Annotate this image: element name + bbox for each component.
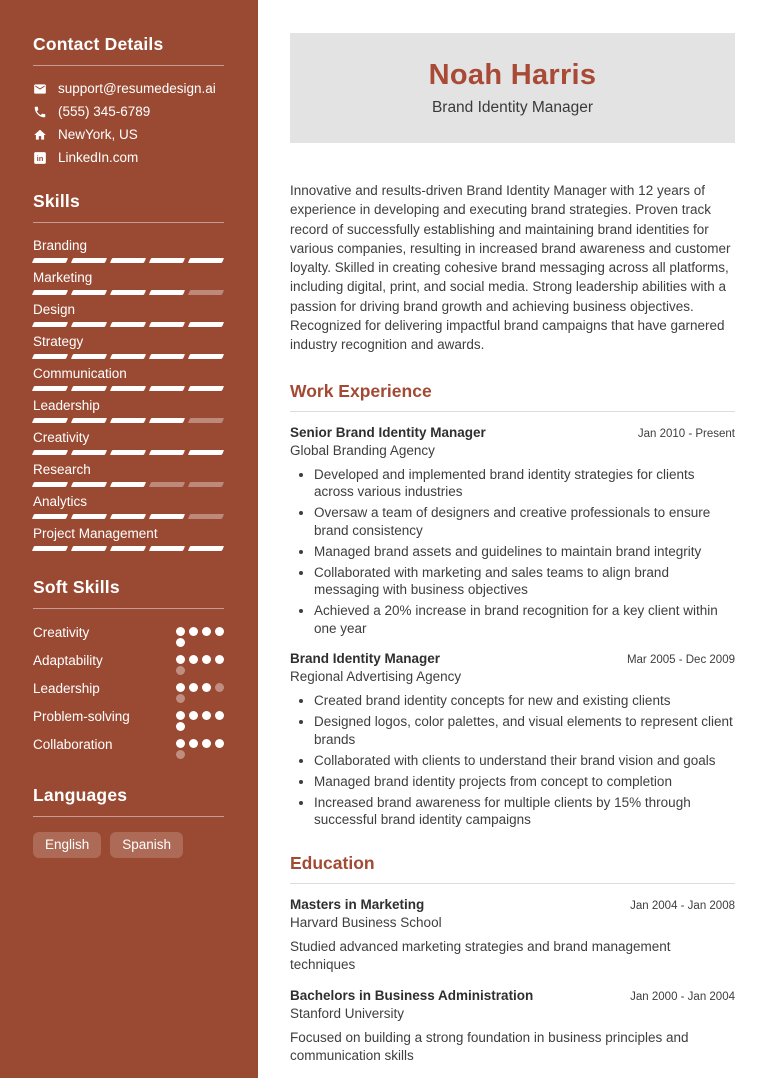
soft-skills-section bbox=[33, 577, 224, 759]
soft-skill-dots bbox=[176, 711, 224, 731]
skill-bar bbox=[33, 482, 223, 487]
job-entry bbox=[290, 425, 735, 638]
skill-item bbox=[33, 302, 224, 327]
skill-label: Strategy bbox=[33, 334, 84, 349]
soft-skill-item bbox=[33, 624, 224, 647]
languages-section-title: Languages bbox=[33, 785, 224, 817]
job-dates: Jan 2010 - Present bbox=[637, 427, 735, 440]
skill-bar-segment bbox=[32, 386, 68, 391]
skill-bar-segment bbox=[149, 290, 185, 295]
skill-bar-segment bbox=[188, 258, 224, 263]
skill-label: Research bbox=[33, 462, 91, 477]
skill-label: Leadership bbox=[33, 398, 100, 413]
language-chip: Spanish bbox=[110, 832, 183, 858]
contact-item bbox=[33, 127, 224, 142]
soft-skill-dot bbox=[202, 627, 211, 636]
soft-skill-dot bbox=[176, 638, 185, 647]
job-entry-head bbox=[290, 425, 735, 440]
job-bullet: • Designed logos, color palettes, and visual elements to represent client brands bbox=[314, 713, 735, 748]
skill-bar bbox=[33, 258, 223, 263]
soft-skills-list bbox=[33, 624, 224, 759]
soft-skill-dot bbox=[189, 711, 198, 720]
job-bullet: • Managed brand identity projects from concept to completion bbox=[314, 773, 735, 791]
skill-bar-segment bbox=[71, 514, 107, 519]
skill-bar-segment bbox=[71, 386, 107, 391]
soft-skill-dot bbox=[215, 739, 224, 748]
soft-skill-item bbox=[33, 680, 224, 703]
education-entry bbox=[290, 988, 735, 1065]
soft-skill-dot bbox=[215, 683, 224, 692]
education-section bbox=[290, 853, 735, 1065]
job-bullet: • Oversaw a team of designers and creative professionals to ensure brand consistency bbox=[314, 504, 735, 539]
skill-item bbox=[33, 366, 224, 391]
soft-skill-label: Collaboration bbox=[33, 737, 113, 752]
skill-bar-segment bbox=[110, 482, 146, 487]
home-icon bbox=[33, 128, 47, 142]
skill-bar-segment bbox=[188, 290, 224, 295]
skill-bar-segment bbox=[110, 546, 146, 551]
linkedin-icon bbox=[33, 151, 47, 165]
skill-bar-segment bbox=[149, 386, 185, 391]
skill-bar-segment bbox=[149, 322, 185, 327]
soft-skill-dot bbox=[176, 666, 185, 675]
skill-bar-segment bbox=[188, 514, 224, 519]
education-school: Stanford University bbox=[290, 1005, 405, 1021]
skill-bar-segment bbox=[110, 514, 146, 519]
job-role: Senior Brand Identity Manager bbox=[290, 424, 486, 440]
education-school: Harvard Business School bbox=[290, 914, 442, 930]
education-entry-head bbox=[290, 897, 735, 912]
job-company: Regional Advertising Agency bbox=[290, 669, 462, 685]
main-column bbox=[258, 0, 768, 1078]
skill-bar-segment bbox=[110, 450, 146, 455]
skill-bar-segment bbox=[188, 418, 224, 423]
contact-section-title: Contact Details bbox=[33, 34, 224, 66]
soft-skill-dot bbox=[202, 683, 211, 692]
skill-bar-segment bbox=[32, 258, 68, 263]
soft-skill-dot bbox=[176, 683, 185, 692]
skill-bar-segment bbox=[110, 322, 146, 327]
job-bullet: • Increased brand awareness for multiple clients by 15% through successful brand identity campaigns bbox=[314, 794, 735, 829]
skill-bar-segment bbox=[110, 290, 146, 295]
education-dates: Jan 2004 - Jan 2008 bbox=[630, 899, 735, 912]
name-banner bbox=[290, 33, 735, 143]
phone-icon bbox=[33, 105, 47, 119]
skill-bar-segment bbox=[149, 514, 185, 519]
skill-bar-segment bbox=[71, 418, 107, 423]
candidate-name: Noah Harris bbox=[428, 59, 597, 91]
skill-bar-segment bbox=[110, 354, 146, 359]
soft-skill-dot bbox=[215, 711, 224, 720]
work-experience-entries bbox=[290, 425, 735, 829]
phone-icon bbox=[33, 105, 47, 119]
skill-bar-segment bbox=[149, 546, 185, 551]
skill-label: Creativity bbox=[33, 430, 90, 445]
contact-item bbox=[33, 81, 224, 96]
job-bullet-list bbox=[290, 692, 735, 829]
candidate-title: Brand Identity Manager bbox=[431, 99, 594, 116]
job-bullet: • Created brand identity concepts for new and existing clients bbox=[314, 692, 735, 710]
soft-skill-dot bbox=[215, 655, 224, 664]
skill-bar-segment bbox=[71, 450, 107, 455]
languages-list bbox=[33, 832, 224, 858]
soft-skill-dot bbox=[176, 739, 185, 748]
soft-skill-dot bbox=[189, 739, 198, 748]
skill-bar bbox=[33, 386, 223, 391]
contact-item-text: NewYork, US bbox=[58, 127, 138, 142]
skill-bar-segment bbox=[32, 546, 68, 551]
skill-item bbox=[33, 270, 224, 295]
skill-bar bbox=[33, 514, 223, 519]
soft-skill-item bbox=[33, 652, 224, 675]
job-bullet: • Collaborated with marketing and sales teams to align brand messaging with business objectives bbox=[314, 564, 735, 599]
soft-skill-dot bbox=[176, 711, 185, 720]
skill-item bbox=[33, 238, 224, 263]
home-icon bbox=[33, 128, 47, 142]
soft-skill-dots bbox=[176, 739, 224, 759]
skill-bar bbox=[33, 546, 223, 551]
skill-bar-segment bbox=[32, 354, 68, 359]
skill-bar-segment bbox=[149, 418, 185, 423]
soft-skill-dot bbox=[202, 655, 211, 664]
contact-section bbox=[33, 34, 224, 165]
soft-skill-dot bbox=[176, 655, 185, 664]
skill-bar-segment bbox=[71, 482, 107, 487]
skills-list bbox=[33, 238, 224, 551]
contact-item bbox=[33, 104, 224, 119]
soft-skill-dot bbox=[176, 750, 185, 759]
email-icon bbox=[33, 82, 47, 96]
soft-skill-item bbox=[33, 736, 224, 759]
soft-skill-dot bbox=[176, 627, 185, 636]
skill-item bbox=[33, 398, 224, 423]
skill-bar-segment bbox=[188, 482, 224, 487]
skill-bar-segment bbox=[32, 450, 68, 455]
contact-item bbox=[33, 150, 224, 165]
soft-skill-dot bbox=[176, 694, 185, 703]
svg-text:in: in bbox=[36, 153, 44, 163]
skill-label: Marketing bbox=[33, 270, 93, 285]
skill-item bbox=[33, 334, 224, 359]
skill-item bbox=[33, 430, 224, 455]
skill-bar-segment bbox=[110, 418, 146, 423]
soft-skill-dot bbox=[215, 627, 224, 636]
skill-bar-segment bbox=[71, 354, 107, 359]
education-title: Education bbox=[290, 853, 735, 884]
soft-skill-dot bbox=[176, 722, 185, 731]
skill-bar-segment bbox=[188, 546, 224, 551]
job-bullet: • Achieved a 20% increase in brand recognition for a key client within one year bbox=[314, 602, 735, 637]
job-bullet: • Collaborated with clients to understand their brand vision and goals bbox=[314, 752, 735, 770]
job-company: Global Branding Agency bbox=[290, 442, 435, 458]
education-description: Studied advanced marketing strategies and brand management techniques bbox=[290, 938, 671, 972]
soft-skill-dot bbox=[189, 683, 198, 692]
skill-bar-segment bbox=[71, 258, 107, 263]
skill-bar bbox=[33, 450, 223, 455]
skill-item bbox=[33, 526, 224, 551]
skills-section bbox=[33, 191, 224, 551]
soft-skill-dot bbox=[202, 739, 211, 748]
skill-bar-segment bbox=[71, 546, 107, 551]
skill-bar bbox=[33, 354, 223, 359]
soft-skill-label: Leadership bbox=[33, 681, 100, 696]
skill-bar-segment bbox=[188, 354, 224, 359]
skill-bar bbox=[33, 322, 223, 327]
skill-label: Analytics bbox=[33, 494, 88, 509]
sidebar bbox=[0, 0, 258, 1078]
skill-bar-segment bbox=[149, 482, 185, 487]
skill-item bbox=[33, 462, 224, 487]
skill-bar-segment bbox=[149, 354, 185, 359]
skills-section-title: Skills bbox=[33, 191, 224, 223]
skill-bar bbox=[33, 418, 223, 423]
contact-list bbox=[33, 81, 224, 165]
skill-bar-segment bbox=[71, 322, 107, 327]
work-experience-section bbox=[290, 381, 735, 829]
linkedin-icon bbox=[33, 151, 47, 165]
skill-bar-segment bbox=[110, 258, 146, 263]
job-role: Brand Identity Manager bbox=[290, 651, 441, 667]
soft-skill-label: Creativity bbox=[33, 625, 90, 640]
soft-skill-dot bbox=[189, 627, 198, 636]
skill-label: Project Management bbox=[33, 526, 158, 541]
skill-label: Branding bbox=[33, 238, 88, 253]
soft-skill-dots bbox=[176, 683, 224, 703]
contact-item-text: (555) 345-6789 bbox=[58, 104, 151, 119]
work-experience-title: Work Experience bbox=[290, 381, 735, 412]
skill-label: Design bbox=[33, 302, 76, 317]
skill-bar-segment bbox=[149, 450, 185, 455]
job-bullet: • Managed brand assets and guidelines to maintain brand integrity bbox=[314, 543, 735, 561]
job-entry-head bbox=[290, 651, 735, 666]
skill-bar-segment bbox=[110, 386, 146, 391]
skill-bar-segment bbox=[32, 418, 68, 423]
skill-item bbox=[33, 494, 224, 519]
education-entry bbox=[290, 897, 735, 974]
education-degree: Bachelors in Business Administration bbox=[290, 987, 534, 1003]
skill-bar-segment bbox=[188, 386, 224, 391]
soft-skill-dots bbox=[176, 655, 224, 675]
job-bullet: • Developed and implemented brand identity strategies for clients across various industries bbox=[314, 466, 735, 501]
professional-summary: Innovative and results-driven Brand Identity Manager with 12 years of experience in developing and executing brand strategies. Proven track record of successfully establishing and maintaining brand identities for various companies, resulting in increased brand awareness and customer loyalty. Skilled in creating cohesive brand messaging across all platforms, including digital, print, and social media. Strong leadership abilities with a passion for driving brand growth and achieving business objectives. Recognized for delivering impactful brand campaigns that have garnered industry recognition and awards. bbox=[290, 183, 731, 353]
skill-bar-segment bbox=[32, 482, 68, 487]
education-description: Focused on building a strong foundation in business principles and communication skills bbox=[290, 1029, 689, 1063]
education-entry-head bbox=[290, 988, 735, 1003]
soft-skill-dot bbox=[202, 711, 211, 720]
skill-bar-segment bbox=[149, 258, 185, 263]
skill-bar-segment bbox=[188, 322, 224, 327]
soft-skill-label: Problem-solving bbox=[33, 709, 130, 724]
job-dates: Mar 2005 - Dec 2009 bbox=[626, 654, 735, 667]
skill-bar-segment bbox=[32, 290, 68, 295]
education-degree: Masters in Marketing bbox=[290, 896, 425, 912]
skill-bar bbox=[33, 290, 223, 295]
soft-skill-item bbox=[33, 708, 224, 731]
education-dates: Jan 2000 - Jan 2004 bbox=[630, 990, 735, 1003]
job-bullet-list bbox=[290, 466, 735, 638]
soft-skills-section-title: Soft Skills bbox=[33, 577, 224, 609]
email-icon bbox=[33, 82, 47, 96]
skill-bar-segment bbox=[71, 290, 107, 295]
education-entries bbox=[290, 897, 735, 1065]
languages-section bbox=[33, 785, 224, 858]
soft-skill-label: Adaptability bbox=[33, 653, 103, 668]
contact-item-text: support@resumedesign.ai bbox=[58, 81, 216, 96]
soft-skill-dots bbox=[176, 627, 224, 647]
skill-label: Communication bbox=[33, 366, 127, 381]
skill-bar-segment bbox=[32, 322, 68, 327]
contact-item-text: LinkedIn.com bbox=[58, 150, 139, 165]
soft-skill-dot bbox=[189, 655, 198, 664]
job-entry bbox=[290, 651, 735, 829]
skill-bar-segment bbox=[32, 514, 68, 519]
skill-bar-segment bbox=[188, 450, 224, 455]
language-chip: English bbox=[33, 832, 101, 858]
